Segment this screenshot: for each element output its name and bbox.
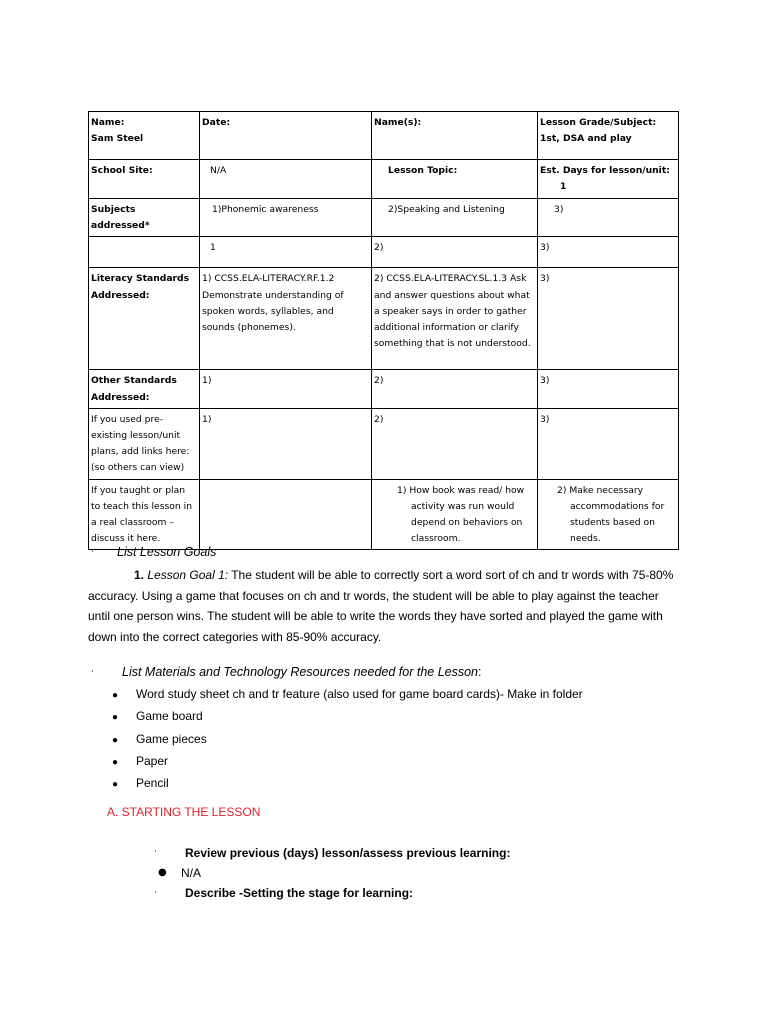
other-standards-label-cell	[89, 370, 200, 408]
grade-cell	[538, 112, 679, 160]
materials-heading	[122, 665, 722, 679]
material-item: Pencil	[136, 776, 169, 791]
literacy-label-cell	[89, 268, 200, 370]
links-cell-1	[200, 408, 372, 479]
subject-3-cell	[538, 199, 679, 237]
list-item	[112, 684, 583, 706]
links-label-cell	[89, 408, 200, 479]
days-value: 1	[560, 181, 567, 193]
material-item: Game board	[136, 709, 203, 724]
row4-cell-1	[200, 237, 372, 268]
describe-marker: ·	[154, 888, 157, 898]
grade-value: 1st, DSA and play	[540, 133, 632, 145]
material-item: Word study sheet ch and tr feature (also used for game board cards)- Make in folder	[136, 687, 583, 701]
links-value-3: 3)	[540, 413, 550, 425]
materials-list	[112, 684, 583, 795]
name-label: Name:	[91, 117, 125, 128]
other-standard-1-cell	[200, 370, 372, 408]
literacy-standard-2: 2) CCSS.ELA-LITERACY.SL.1.3 Ask and answer questions about what a speaker says in order to gather additional information or clarify something that is not understood.	[374, 273, 531, 350]
classroom-num-3: 2)	[557, 484, 567, 496]
name-value: Sam Steel	[91, 133, 144, 145]
names-cell	[372, 112, 538, 160]
date-label: Date:	[202, 117, 231, 128]
links-value-2: 2)	[374, 413, 384, 425]
topic-label: Lesson Topic:	[388, 165, 458, 176]
describe-label: Describe -Setting the stage for learning:	[185, 886, 414, 900]
classroom-value-3: Make necessary accommodations for students based on needs.	[569, 484, 665, 545]
list-item	[112, 706, 583, 728]
site-value-cell	[200, 160, 372, 199]
links-cell-2	[372, 408, 538, 479]
site-label-cell	[89, 160, 200, 199]
subject-1-cell	[200, 199, 372, 237]
literacy-standard-1-cell	[200, 268, 372, 370]
subject-2: 2)Speaking and Listening	[388, 204, 505, 215]
links-value-1: 1)	[202, 413, 212, 425]
other-standard-3: 3)	[540, 375, 550, 387]
list-item	[112, 773, 583, 795]
goal-1	[88, 565, 678, 647]
row4-value-3: 3)	[540, 242, 550, 254]
empty-cell	[89, 237, 200, 268]
bullet-icon: ●	[112, 779, 119, 791]
other-standards-label: Other Standards Addressed:	[91, 375, 177, 403]
lesson-plan-table	[88, 111, 679, 550]
topic-cell	[372, 160, 538, 199]
row4-value-2: 2)	[374, 242, 384, 254]
row4-value-1: 1	[210, 242, 216, 254]
literacy-label: Literacy Standards Addressed:	[91, 273, 190, 301]
list-item	[112, 751, 583, 773]
classroom-num-2: 1)	[397, 484, 407, 496]
material-item: Game pieces	[136, 731, 207, 746]
table-row	[89, 408, 679, 479]
materials-heading-text: List Materials and Technology Resources needed for the Lesson	[122, 665, 479, 679]
goals-marker: ·	[91, 547, 94, 557]
row4-cell-2	[372, 237, 538, 268]
classroom-value-2: How book was read/ how activity was run would depend on behaviors on classroom.	[409, 484, 525, 545]
table-row	[89, 160, 679, 199]
review-label: Review previous (days) lesson/assess previous learning:	[185, 846, 511, 860]
grade-label: Lesson Grade/Subject:	[540, 117, 657, 128]
classroom-label: If you taught or plan to teach this lesson in a real classroom – discuss it here.	[91, 484, 193, 545]
literacy-standard-3: 3)	[540, 273, 550, 285]
subject-1: 1)Phonemic awareness	[212, 204, 319, 215]
review-value: N/A	[181, 866, 202, 880]
goal-1-label: Lesson Goal 1:	[147, 568, 229, 582]
classroom-cell-1	[200, 479, 372, 550]
other-standard-1: 1)	[202, 375, 212, 387]
names-label: Name(s):	[374, 117, 422, 128]
links-cell-3	[538, 408, 679, 479]
other-standard-3-cell	[538, 370, 679, 408]
materials-marker: ·	[91, 667, 94, 677]
table-row	[89, 268, 679, 370]
literacy-standard-3-cell	[538, 268, 679, 370]
links-label: If you used pre-existing lesson/unit plans, add links here: (so others can view)	[91, 413, 190, 474]
table-row	[89, 370, 679, 408]
days-cell	[538, 160, 679, 199]
goal-1-text: The student will be able to correctly sort a word sort of ch and tr words with 75-80% accuracy. Using a game that focuses on ch and tr words, the student will be able to play against the teacher until one person wins. The student will be able to write the words they have sorted and played the game with down into the correct categories with 85-90% accuracy.	[88, 568, 674, 644]
table-row	[89, 479, 679, 550]
bullet-icon: ●	[112, 690, 119, 701]
bullet-icon: ●	[112, 734, 119, 746]
date-cell	[200, 112, 372, 160]
table-row	[89, 112, 679, 160]
subject-3: 3)	[554, 204, 564, 215]
site-value: N/A	[210, 165, 227, 176]
list-item	[112, 729, 583, 751]
table-row	[89, 237, 679, 268]
days-label: Est. Days for lesson/unit:	[540, 165, 670, 176]
goal-1-number: 1.	[134, 568, 145, 582]
goals-heading: List Lesson Goals	[117, 545, 217, 559]
name-cell	[89, 112, 200, 160]
subjects-label: Subjects addressed*	[91, 204, 150, 232]
site-label: School Site:	[91, 165, 153, 176]
literacy-standard-2-cell	[372, 268, 538, 370]
classroom-label-cell	[89, 479, 200, 550]
other-standard-2-cell	[372, 370, 538, 408]
section-a-heading: A. STARTING THE LESSON	[107, 805, 261, 819]
literacy-standard-1: 1) CCSS.ELA-LITERACY.RF.1.2 Demonstrate understanding of spoken words, syllables, and sounds (phonemes).	[202, 273, 344, 334]
subjects-label-cell	[89, 199, 200, 237]
classroom-cell-3	[538, 479, 679, 550]
table-row	[89, 199, 679, 237]
other-standard-2: 2)	[374, 375, 384, 387]
row4-cell-3	[538, 237, 679, 268]
materials-heading-colon: :	[478, 665, 482, 679]
bullet-icon: ●	[112, 756, 119, 768]
bullet-icon: ●	[112, 712, 119, 724]
review-marker: ·	[154, 847, 157, 857]
review-bullet-icon: ●	[158, 867, 167, 878]
classroom-cell-2	[372, 479, 538, 550]
material-item: Paper	[136, 753, 169, 768]
subject-2-cell	[372, 199, 538, 237]
